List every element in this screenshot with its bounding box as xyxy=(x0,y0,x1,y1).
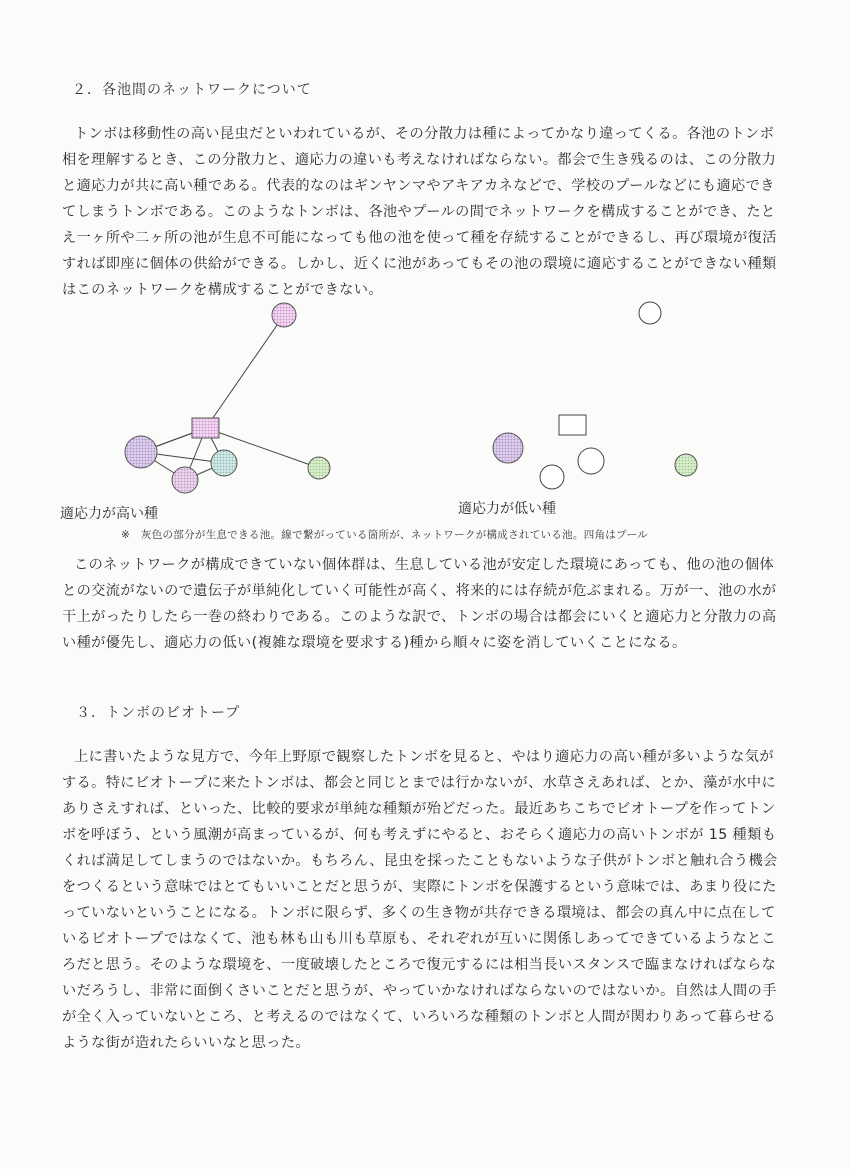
pond-low-top-empty xyxy=(639,302,661,324)
text-line: い種が優先し、適応力の低い(複雑な環境を要求する)種から順々に姿を消していくことになる。 xyxy=(62,635,687,651)
text-line: 相を理解するとき、この分散力と、適応力の違いも考えなければならない。都会で生き残るのは、この分散力 xyxy=(62,152,777,168)
text-line: トンボは移動性の高い昆虫だといわれているが、その分散力は種によってかなり違ってくる。各池のトンボ xyxy=(74,126,775,142)
section-3-paragraph xyxy=(62,744,782,1056)
text-line: このネットワークが構成できていない個体群は、生息している池が安定した環境にあっても、他の池の個体 xyxy=(74,557,775,573)
text-line: っていないということになる。トンボに限らず、多くの生き物が共存できる環境は、都会の真ん中に点在して xyxy=(62,905,776,921)
section-2-heading: ２．各池間のネットワークについて xyxy=(72,82,312,98)
text-line: と適応力が共に高い種である。代表的なのはギンヤンマやアキアカネなどで、学校のプールなどにも適応でき xyxy=(62,178,775,194)
text-line: はこのネットワークを構成することができない。 xyxy=(62,282,383,298)
text-line: 上に書いたような見方で、今年上野原で観察したトンボを見ると、やはり適応力の高い種が多いような気が xyxy=(74,749,774,765)
pond-high-top xyxy=(272,303,296,327)
text-line: え一ヶ所や二ヶ所の池が生息不可能になっても他の池を使って種を存続することができるし、再び環境が復活 xyxy=(62,230,777,246)
pond-low-green xyxy=(675,454,697,476)
text-line: との交流がないので遺伝子が単純化していく可能性が高く、将来的には存続が危ぶまれる。万が一、池の水が xyxy=(62,583,777,599)
label-high-adaptability: 適応力が高い種 xyxy=(60,506,158,522)
text-line: すれば即座に個体の供給ができる。しかし、近くに池があってもその池の環境に適応することができない種類 xyxy=(62,256,777,272)
label-low-adaptability: 適応力が低い種 xyxy=(458,501,556,517)
pond-high-right xyxy=(308,457,330,479)
pond-low-empty-2 xyxy=(540,465,564,489)
text-line: が全く入っていないところ、と考えるのではなくて、いろいろな種類のトンボと人間が関わりあって暮らせる xyxy=(62,1009,776,1025)
pool-low xyxy=(559,415,586,435)
text-line: ろだと思う。そのような環境を、一度破壊したところで復元するには相当長いスタンスで臨まなければならな xyxy=(62,957,777,973)
text-line: てしまうトンボである。このようなトンボは、各池やプールの間でネットワークを構成することができ、たと xyxy=(62,204,776,220)
text-line: 干上がったりしたら一巻の終わりである。このような訳で、トンボの場合は都会にいくと適応力と分散力の高 xyxy=(62,609,777,625)
text-line: ボを呼ぼう、という風潮が高まっているが、何も考えずにやると、おそらく適応力の高いトンボが 15 種類も xyxy=(62,827,777,843)
text-line: をつくるという意味ではとてもいいことだと思うが、実際にトンボを保護するという意味では、あまり役にた xyxy=(62,879,777,895)
pool-high xyxy=(192,418,219,438)
pond-high-bottom xyxy=(172,467,198,493)
text-line: する。特にビオトープに来たトンボは、都会と同じとまでは行かないが、水草さえあれば、とか、藻が水中に xyxy=(62,775,777,791)
figure-note: ※ 灰色の部分が生息できる池。線で繋がっている箇所が、ネットワークが構成されている池。四角はプール xyxy=(121,529,648,541)
text-line: くれば満足してしまうのではないか。もちろん、昆虫を採ったこともないような子供がトンボと触れ合う機会 xyxy=(62,853,778,869)
pond-low-purple xyxy=(493,433,523,463)
section-3-heading: ３．トンボのビオトープ xyxy=(76,705,241,721)
text-line: ような街が造れたらいいなと思った。 xyxy=(62,1035,310,1051)
section-2-paragraph-2 xyxy=(62,552,782,656)
pond-network-diagram xyxy=(0,0,850,560)
text-line: いだろうし、非常に面倒くさいことだと思うが、やっていかなければならないのではないか。自然は人間の手 xyxy=(62,983,777,999)
text-line: いるビオトープではなくて、池も林も山も川も草原も、それぞれが互いに関係しあってできているようなとこ xyxy=(62,931,777,947)
text-line: ありさえすれば、といった、比較的要求が単純な種類が殆どだった。最近あちこちでビオトープを作ってトン xyxy=(62,801,776,817)
pond-high-teal xyxy=(211,450,237,476)
pond-high-left xyxy=(125,436,157,468)
pond-low-empty-1 xyxy=(578,448,604,474)
